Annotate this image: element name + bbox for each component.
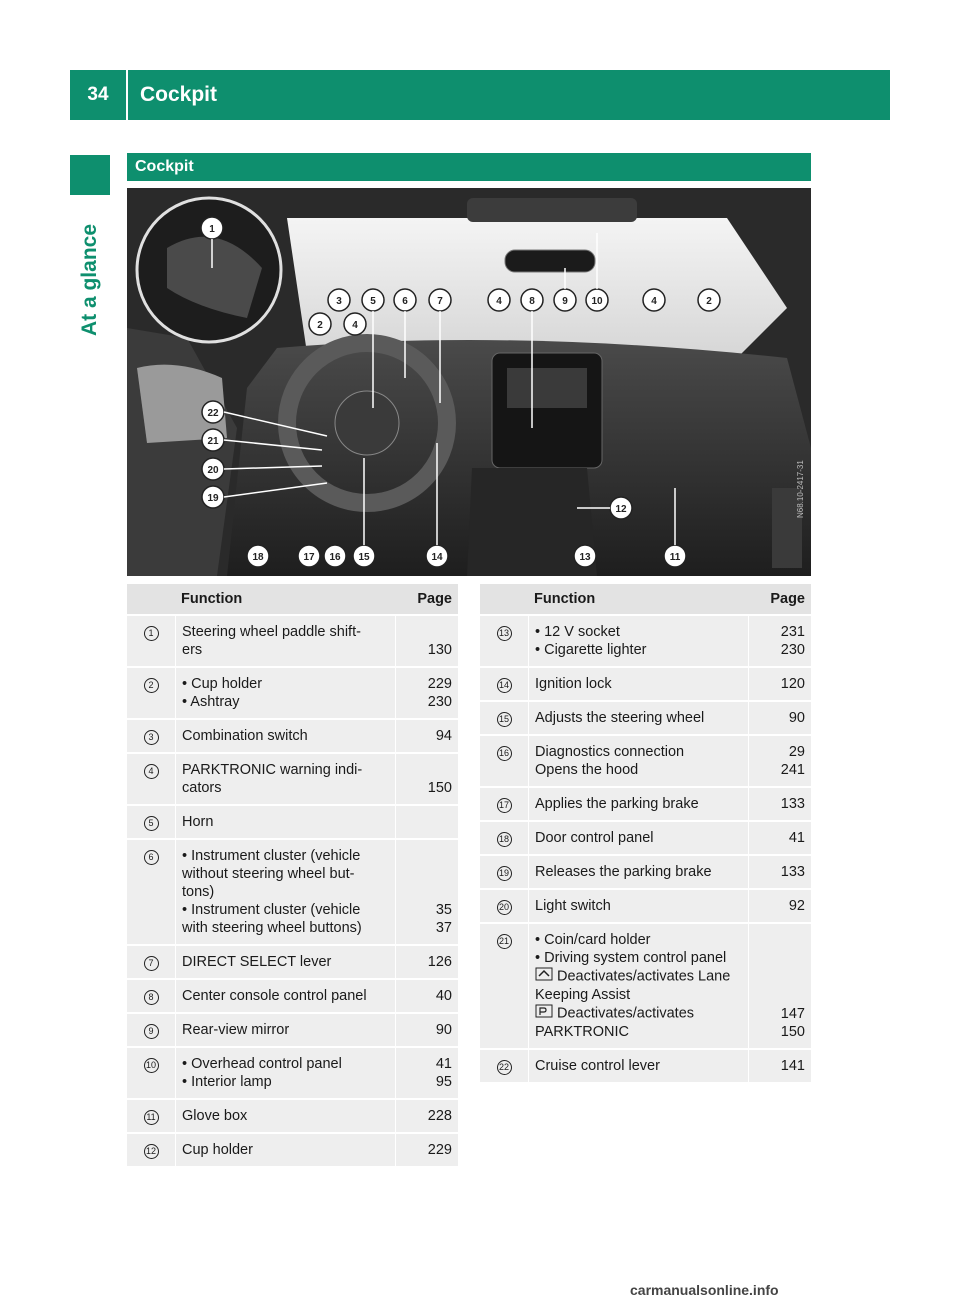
page-ref: 41 — [788, 830, 805, 846]
item-function — [175, 806, 396, 840]
item-number-circle: 9 — [144, 1024, 159, 1039]
item-number — [127, 754, 175, 806]
table-row — [127, 720, 458, 754]
item-page — [396, 980, 458, 1014]
svg-text:2: 2 — [317, 320, 323, 331]
item-number — [127, 668, 175, 720]
col-header-num — [480, 584, 528, 616]
svg-text:17: 17 — [303, 552, 315, 563]
function-line: • Driving system control panel — [535, 950, 727, 966]
item-number-circle: 1 — [144, 626, 159, 641]
item-page — [749, 788, 811, 822]
item-function — [175, 946, 396, 980]
item-number — [127, 980, 175, 1014]
col-header-function: Function — [528, 584, 749, 616]
section-title: Cockpit — [135, 158, 194, 175]
page-ref — [402, 623, 452, 641]
page-ref: 40 — [435, 988, 452, 1004]
svg-text:9: 9 — [562, 296, 568, 307]
item-number-circle: 14 — [497, 678, 512, 693]
table-row — [127, 668, 458, 720]
function-line: cators — [182, 780, 222, 796]
function-line: Cruise control lever — [535, 1058, 660, 1074]
table-row — [480, 736, 811, 788]
svg-text:19: 19 — [207, 493, 219, 504]
function-line: • Coin/card holder — [535, 932, 651, 948]
table-row — [127, 840, 458, 946]
item-page — [749, 890, 811, 924]
function-line: Releases the parking brake — [535, 864, 712, 880]
item-function — [175, 1100, 396, 1134]
table-row — [127, 616, 458, 668]
callout-4c — [643, 289, 665, 311]
col-header-page: Page — [749, 584, 811, 616]
svg-text:4: 4 — [651, 296, 657, 307]
page-ref: 130 — [427, 642, 452, 658]
callout-1 — [201, 217, 223, 239]
svg-text:4: 4 — [496, 296, 502, 307]
item-number — [127, 806, 175, 840]
callout-21 — [202, 429, 224, 451]
item-page — [749, 702, 811, 736]
callout-19 — [202, 486, 224, 508]
item-function — [175, 720, 396, 754]
item-number — [480, 924, 528, 1050]
page-ref: 126 — [427, 954, 452, 970]
table-row — [127, 1134, 458, 1168]
col-header-function: Function — [175, 584, 396, 616]
svg-text:13: 13 — [579, 552, 591, 563]
item-number — [127, 1100, 175, 1134]
callout-2b — [698, 289, 720, 311]
item-number — [127, 946, 175, 980]
item-function — [175, 1014, 396, 1048]
function-line: • Instrument cluster (vehicle with steering wheel buttons) — [182, 902, 362, 936]
item-function — [528, 924, 749, 1050]
callout-10 — [586, 289, 608, 311]
item-number — [480, 702, 528, 736]
function-line: Light switch — [535, 898, 611, 914]
function-line: Deactivates/activates Lane Keeping Assist — [535, 968, 731, 1003]
callout-18 — [247, 545, 269, 567]
item-number-circle: 2 — [144, 678, 159, 693]
item-page — [396, 946, 458, 980]
lane-keeping-icon — [535, 967, 553, 986]
item-function — [175, 980, 396, 1014]
function-line: • Overhead control panel — [182, 1056, 342, 1072]
callout-4b — [488, 289, 510, 311]
item-number — [480, 668, 528, 702]
item-page — [396, 668, 458, 720]
page-ref: 229 — [427, 676, 452, 692]
svg-text:16: 16 — [329, 552, 341, 563]
svg-text:3: 3 — [336, 296, 342, 307]
page-ref: 120 — [780, 676, 805, 692]
item-number — [480, 822, 528, 856]
callout-3 — [328, 289, 350, 311]
item-number-circle: 16 — [497, 746, 512, 761]
function-line: Combination switch — [182, 728, 308, 744]
page-ref — [402, 761, 452, 779]
function-line: tons) — [182, 884, 215, 900]
callout-20 — [202, 458, 224, 480]
table-row — [127, 980, 458, 1014]
svg-text:20: 20 — [207, 465, 219, 476]
page-ref — [402, 813, 452, 831]
page-ref: 90 — [788, 710, 805, 726]
function-line: • Interior lamp — [182, 1074, 272, 1090]
item-number — [127, 1014, 175, 1048]
header-divider — [126, 70, 128, 120]
item-function — [175, 616, 396, 668]
svg-text:21: 21 — [207, 436, 219, 447]
item-function — [528, 668, 749, 702]
item-function — [528, 788, 749, 822]
item-number-circle: 10 — [144, 1058, 159, 1073]
photo-code: N68.10-2417-31 — [796, 460, 805, 518]
function-line: • Cigarette lighter — [535, 642, 647, 658]
item-number — [480, 788, 528, 822]
item-number-circle: 4 — [144, 764, 159, 779]
callout-17 — [298, 545, 320, 567]
item-page — [749, 1050, 811, 1084]
item-number — [480, 890, 528, 924]
page-ref: 229 — [427, 1142, 452, 1158]
item-number-circle: 5 — [144, 816, 159, 831]
item-page — [396, 1100, 458, 1134]
page-ref: 231 — [780, 624, 805, 640]
section-title-bar — [127, 153, 811, 181]
item-function — [528, 890, 749, 924]
page-ref: 37 — [435, 920, 452, 936]
item-page — [396, 1014, 458, 1048]
item-function — [528, 822, 749, 856]
callout-13 — [574, 545, 596, 567]
callout-8 — [521, 289, 543, 311]
item-page — [396, 616, 458, 668]
function-line: Door control panel — [535, 830, 654, 846]
page-ref: 41 — [435, 1056, 452, 1072]
callout-11 — [664, 545, 686, 567]
svg-text:14: 14 — [431, 552, 443, 563]
function-line: • Instrument cluster (vehicle without steering wheel but- — [182, 848, 361, 882]
item-number-circle: 20 — [497, 900, 512, 915]
callout-15 — [353, 545, 375, 567]
svg-text:8: 8 — [529, 296, 535, 307]
item-number-circle: 19 — [497, 866, 512, 881]
table-row — [480, 856, 811, 890]
callout-7 — [429, 289, 451, 311]
page-ref: 141 — [780, 1058, 805, 1074]
item-function — [528, 1050, 749, 1084]
item-page — [396, 840, 458, 946]
item-number-circle: 13 — [497, 626, 512, 641]
item-number — [480, 616, 528, 668]
table-row — [127, 754, 458, 806]
function-line: • 12 V socket — [535, 624, 620, 640]
function-line: Horn — [182, 814, 214, 830]
function-line: Ignition lock — [535, 676, 612, 692]
item-number-circle: 17 — [497, 798, 512, 813]
item-number — [127, 616, 175, 668]
function-line: • Cup holder — [182, 676, 263, 692]
item-page — [396, 806, 458, 840]
item-page — [749, 856, 811, 890]
svg-text:11: 11 — [669, 552, 681, 563]
item-number-circle: 15 — [497, 712, 512, 727]
item-page — [396, 754, 458, 806]
item-function — [175, 668, 396, 720]
page-ref: 150 — [780, 1024, 805, 1040]
svg-text:18: 18 — [252, 552, 264, 563]
callout-2 — [309, 313, 331, 335]
item-number-circle: 6 — [144, 850, 159, 865]
item-page — [396, 1048, 458, 1100]
callout-9 — [554, 289, 576, 311]
table-row — [480, 668, 811, 702]
svg-text:12: 12 — [615, 504, 627, 515]
page-ref: 230 — [780, 642, 805, 658]
page-ref: 230 — [427, 694, 452, 710]
item-page — [396, 1134, 458, 1168]
item-number-circle: 3 — [144, 730, 159, 745]
svg-text:6: 6 — [402, 296, 408, 307]
item-number — [127, 1048, 175, 1100]
item-function — [175, 840, 396, 946]
callout-16 — [324, 545, 346, 567]
page-ref: 35 — [435, 902, 452, 918]
page-header — [70, 70, 890, 120]
item-number-circle: 21 — [497, 934, 512, 949]
callout-4 — [344, 313, 366, 335]
parktronic-off-icon — [535, 1004, 553, 1023]
item-function — [528, 616, 749, 668]
function-line: Cup holder — [182, 1142, 253, 1158]
item-page — [749, 668, 811, 702]
item-function — [528, 702, 749, 736]
function-line: Rear-view mirror — [182, 1022, 290, 1038]
item-number-circle: 18 — [497, 832, 512, 847]
item-number-circle: 22 — [497, 1060, 512, 1075]
header-title: Cockpit — [140, 83, 218, 106]
item-page — [749, 822, 811, 856]
page-ref: 94 — [435, 728, 452, 744]
item-function — [175, 754, 396, 806]
page-ref: 133 — [780, 796, 805, 812]
item-number-circle: 12 — [144, 1144, 159, 1159]
item-number-circle: 11 — [144, 1110, 159, 1125]
page-ref: 133 — [780, 864, 805, 880]
table-row — [480, 702, 811, 736]
item-number — [127, 840, 175, 946]
item-function — [528, 736, 749, 788]
table-row — [127, 806, 458, 840]
page-ref: 147 — [780, 1006, 805, 1022]
item-number-circle: 7 — [144, 956, 159, 971]
table-row — [480, 822, 811, 856]
item-number — [480, 1050, 528, 1084]
table-row — [127, 1100, 458, 1134]
item-function — [528, 856, 749, 890]
table-row — [480, 890, 811, 924]
svg-text:5: 5 — [370, 296, 376, 307]
item-page — [749, 616, 811, 668]
function-line: PARKTRONIC warning indi- — [182, 762, 363, 778]
item-number — [127, 1134, 175, 1168]
callout-22 — [202, 401, 224, 423]
function-line: Opens the hood — [535, 762, 639, 778]
page-ref: 228 — [427, 1108, 452, 1124]
function-line: • Ashtray — [182, 694, 240, 710]
table-row — [480, 788, 811, 822]
svg-text:2: 2 — [706, 296, 712, 307]
callout-6 — [394, 289, 416, 311]
item-page — [396, 720, 458, 754]
page-ref: 241 — [780, 762, 805, 778]
table-row — [127, 1014, 458, 1048]
side-label-text: At a glance — [78, 223, 102, 337]
table-row — [480, 616, 811, 668]
function-line: Adjusts the steering wheel — [535, 710, 705, 726]
table-row — [127, 1048, 458, 1100]
item-number — [127, 720, 175, 754]
function-line: Center console control panel — [182, 988, 367, 1004]
table-row — [127, 946, 458, 980]
callout-14 — [426, 545, 448, 567]
page-ref: 29 — [788, 744, 805, 760]
page-ref: 95 — [435, 1074, 452, 1090]
svg-text:10: 10 — [591, 296, 603, 307]
svg-text:15: 15 — [358, 552, 370, 563]
item-number-circle: 8 — [144, 990, 159, 1005]
item-function — [175, 1048, 396, 1100]
item-function — [175, 1134, 396, 1168]
svg-text:7: 7 — [437, 296, 443, 307]
function-line: Glove box — [182, 1108, 248, 1124]
function-table-right — [480, 584, 811, 1084]
item-page — [749, 924, 811, 1050]
table-row — [480, 924, 811, 1050]
page-ref: 92 — [788, 898, 805, 914]
col-header-num — [127, 584, 175, 616]
item-number — [480, 856, 528, 890]
page-ref: 150 — [427, 780, 452, 796]
svg-text:4: 4 — [352, 320, 358, 331]
col-header-page: Page — [396, 584, 458, 616]
function-line: DIRECT SELECT lever — [182, 954, 332, 970]
watermark: carmanualsonline.info — [630, 1282, 779, 1298]
function-line: ers — [182, 642, 203, 658]
item-number — [480, 736, 528, 788]
page-ref: 90 — [435, 1022, 452, 1038]
function-line: Diagnostics connection — [535, 744, 685, 760]
side-tab-marker — [70, 155, 110, 195]
function-line: Deactivates/activates PARKTRONIC — [535, 1005, 695, 1040]
item-page — [749, 736, 811, 788]
page-number: 34 — [87, 84, 109, 105]
svg-text:1: 1 — [209, 224, 215, 235]
side-label — [70, 205, 110, 355]
function-line: Applies the parking brake — [535, 796, 699, 812]
function-table-left — [127, 584, 458, 1168]
callout-12 — [610, 497, 632, 519]
svg-text:22: 22 — [207, 408, 219, 419]
function-line: Steering wheel paddle shift- — [182, 624, 361, 640]
table-row — [480, 1050, 811, 1084]
callout-5 — [362, 289, 384, 311]
cockpit-photo — [127, 188, 811, 576]
